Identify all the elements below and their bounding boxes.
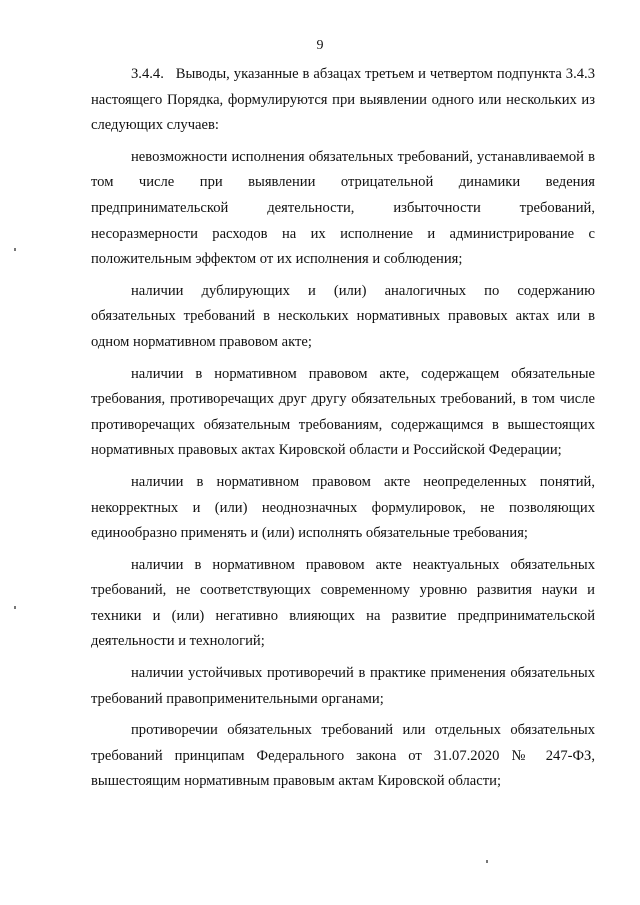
paragraph-undefined-concepts: наличии в нормативном правовом акте неопределенных понятий, некорректных и (или) неоднозначных формулировок, не позволяющих единообразно применять и (или) исполнять обязательные требования;	[91, 473, 595, 542]
document-body	[91, 62, 595, 795]
scan-artifact	[486, 860, 488, 863]
paragraph-federal-law-conflict: противоречии обязательных требований или отдельных обязательных требований принципам Федерального закона от 31.07.2020 № 247-ФЗ, вышестоящим нормативным правовым актам Кировской области;	[91, 722, 595, 790]
scan-artifact	[14, 606, 16, 609]
paragraph-duplicate: наличии дублирующих и (или) аналогичных по содержанию обязательных требований в нескольких нормативных правовых актах или в одном нормативном правовом акте;	[91, 282, 595, 350]
paragraph-3-4-4: 3.4.4. Выводы, указанные в абзацах третьем и четвертом подпункта 3.4.3 настоящего Порядка, формулируются при выявлении одного или нескольких из следующих случаев:	[91, 66, 595, 134]
paragraph-enforcement-conflicts: наличии устойчивых противоречий в практике применения обязательных требований правоприменительными органами;	[91, 665, 595, 707]
page-number: 9	[316, 38, 324, 53]
scan-artifact	[14, 248, 16, 251]
paragraph-outdated: наличии в нормативном правовом акте неактуальных обязательных требований, не соответствующих современному уровню развития науки и техники и (или) негативно влияющих на развитие предпринимательской деятельности и технологий;	[91, 556, 595, 650]
paragraph-impossibility: невозможности исполнения обязательных требований, устанавливаемой в том числе при выявлении отрицательной динамики ведения предпринимательской деятельности, избыточности требований, несоразмерности расходов на их исполнение и администрирование с положительным эффектом от их исполнения и соблюдения;	[91, 148, 595, 268]
paragraph-contradictory: наличии в нормативном правовом акте, содержащем обязательные требования, противоречащих друг другу обязательных требований, в том числе противоречащих обязательным требованиям, содержащимся в вышестоящих нормативных правовых актах Кировской области и Российской Федерации;	[91, 365, 595, 459]
